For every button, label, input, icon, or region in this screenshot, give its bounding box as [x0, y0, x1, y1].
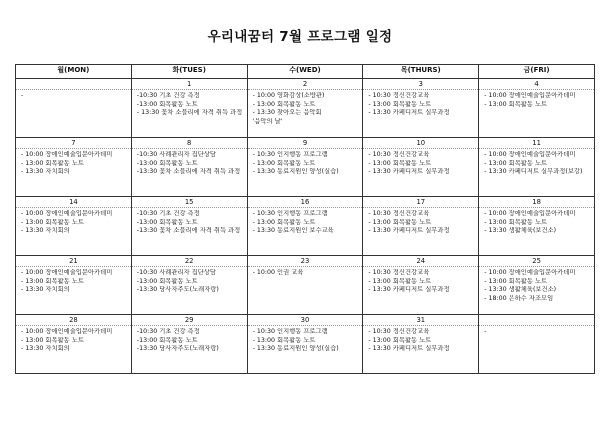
weekday-header: 목(THURS): [363, 65, 479, 79]
weekday-header: 수(WED): [247, 65, 363, 79]
day-cell: [363, 315, 479, 374]
schedule-item: - 10:30 정신건강교육: [368, 269, 430, 276]
weekday-header-row: [16, 65, 595, 79]
schedule-list: [248, 92, 363, 126]
day-number: 17: [363, 197, 478, 208]
schedule-list: [132, 269, 247, 295]
schedule-item: - 13:00 회복활동 노트: [368, 336, 432, 344]
day-number: 24: [363, 256, 478, 267]
day-cell: [479, 79, 595, 138]
schedule-item: - 10:00 장애인예술입문아카데미: [484, 151, 576, 158]
schedule-list: [363, 151, 478, 177]
schedule-item: -13:30 꽃차 소믈리에 자격 취득 과정: [136, 168, 241, 176]
schedule-item: -13:00 회복활동 노트: [136, 277, 198, 285]
schedule-item: -: [484, 328, 487, 335]
schedule-list: [479, 151, 594, 177]
weekday-header: 화(TUES): [131, 65, 247, 79]
schedule-item: - 10:30 정신건강교육: [368, 92, 430, 99]
schedule-item: - 13:00 회복활동 노트: [252, 336, 316, 344]
day-cell: [479, 315, 595, 374]
schedule-item: - 13:00 회복활동 노트: [252, 218, 316, 226]
day-cell: [363, 79, 479, 138]
schedule-item: -10:30 기초 건강 측정: [136, 210, 200, 217]
schedule-item: - 10:30 정신건강교육: [368, 328, 430, 335]
schedule-list: [363, 269, 478, 295]
schedule-item: -10:30 사례관리자 집단상담: [136, 269, 216, 276]
schedule-item: -13:30 꽃차 소믈리에 자격 취득 과정: [136, 227, 241, 235]
day-number: 23: [248, 256, 363, 267]
day-number: 31: [363, 315, 478, 326]
weekday-header: 월(MON): [16, 65, 132, 79]
schedule-item: - 10:00 장애인예술입문아카데미: [21, 269, 113, 276]
schedule-item: -13:00 회복활동 노트: [136, 218, 198, 226]
calendar-table: [15, 64, 595, 374]
schedule-item: - 10:00 장애인예술입문아카데미: [484, 92, 576, 99]
day-number: 15: [132, 197, 247, 208]
day-number: [16, 79, 131, 90]
day-number: 22: [132, 256, 247, 267]
schedule-item: - 10:30 인지행동 프로그램: [252, 210, 328, 217]
day-number: 3: [363, 79, 478, 90]
day-number: 14: [16, 197, 131, 208]
day-cell: [479, 256, 595, 315]
day-cell: [363, 138, 479, 197]
schedule-item: - 10:30 인지행동 프로그램: [252, 151, 328, 158]
schedule-item: - 10:30 정신건강교육: [368, 210, 430, 217]
schedule-list: [363, 210, 478, 236]
schedule-item: - 10:00 장애인예술입문아카데미: [21, 151, 113, 158]
schedule-list: [16, 210, 131, 236]
week-row: [16, 256, 595, 315]
schedule-item: - 13:00 회복활동 노트: [484, 218, 548, 226]
schedule-item: - 13:30 카페디저트 실무과정(보강): [484, 168, 583, 176]
day-cell: [247, 79, 363, 138]
day-number: 7: [16, 138, 131, 149]
schedule-item: - 13:00 회복활동 노트: [252, 100, 316, 108]
schedule-item: - 10:00 장애인예술입문아카데미: [484, 210, 576, 217]
schedule-list: [248, 269, 363, 278]
schedule-item: -13:30 당사자주도(노래자랑): [136, 286, 219, 294]
day-cell: [131, 79, 247, 138]
schedule-list: [479, 269, 594, 303]
day-number: 2: [248, 79, 363, 90]
schedule-item: - 13:30 카페디저트 실무과정: [368, 345, 450, 353]
schedule-list: [248, 151, 363, 177]
schedule-item: - 13:30 자치회의: [21, 345, 70, 353]
day-number: 29: [132, 315, 247, 326]
schedule-item: - 13:00 회복활동 노트: [368, 277, 432, 285]
schedule-item: -: [21, 92, 24, 99]
schedule-list: [363, 92, 478, 118]
weekday-header: 금(FRI): [479, 65, 595, 79]
day-number: 4: [479, 79, 594, 90]
schedule-item: -10:30 기초 건강 측정: [136, 92, 200, 99]
day-number: 11: [479, 138, 594, 149]
schedule-item: - 10:00 장애인예술입문아카데미: [21, 328, 113, 335]
schedule-item: - 13:00 회복활동 노트: [484, 100, 548, 108]
schedule-item: -13:00 회복활동 노트: [136, 100, 198, 108]
day-number: 30: [248, 315, 363, 326]
day-number: 25: [479, 256, 594, 267]
day-cell: [247, 138, 363, 197]
day-number: 9: [248, 138, 363, 149]
day-cell: [131, 256, 247, 315]
schedule-item: - 10:00 영화감상(소방관): [252, 92, 325, 99]
day-number: [479, 315, 594, 326]
schedule-item: - 13:30 생활체육(보건소): [484, 286, 557, 294]
schedule-list: [16, 328, 131, 354]
day-cell: [16, 197, 132, 256]
schedule-item: - 13:00 회복활동 노트: [484, 277, 548, 285]
schedule-item: - 13:30 자치회의: [21, 168, 70, 176]
day-cell: [363, 256, 479, 315]
schedule-item: - 10:00 인권 교육: [252, 269, 304, 276]
day-cell: [247, 197, 363, 256]
schedule-item: - 13:00 회복활동 노트: [252, 159, 316, 167]
schedule-list: [479, 328, 594, 337]
week-row: [16, 315, 595, 374]
day-cell: [16, 315, 132, 374]
day-cell: [131, 197, 247, 256]
calendar-body: [16, 79, 595, 374]
day-cell: [16, 79, 132, 138]
schedule-list: [132, 210, 247, 236]
day-cell: [131, 138, 247, 197]
day-number: 18: [479, 197, 594, 208]
schedule-item: '음악의 날': [252, 117, 283, 125]
day-number: 28: [16, 315, 131, 326]
schedule-list: [132, 151, 247, 177]
page-title: 우리내꿈터 7월 프로그램 일정: [207, 29, 393, 45]
schedule-item: -13:30 당사자주도(노래자랑): [136, 345, 219, 353]
schedule-item: - 13:00 회복활동 노트: [484, 159, 548, 167]
schedule-item: - 13:00 회복활동 노트: [21, 336, 84, 344]
day-cell: [363, 197, 479, 256]
schedule-item: - 13:30 동료지원인 양성(실습): [252, 168, 339, 176]
schedule-item: -10:30 사례관리자 집단상담: [136, 151, 216, 158]
schedule-item: - 13:00 회복활동 노트: [368, 100, 432, 108]
day-cell: [16, 256, 132, 315]
day-cell: [247, 315, 363, 374]
schedule-item: -13:00 회복활동 노트: [136, 159, 198, 167]
week-row: [16, 79, 595, 138]
schedule-item: - 13:00 회복활동 노트: [21, 277, 84, 285]
schedule-item: - 13:30 카페디저트 실무과정: [368, 109, 450, 117]
day-cell: [131, 315, 247, 374]
schedule-list: [132, 328, 247, 354]
day-cell: [16, 138, 132, 197]
day-number: 10: [363, 138, 478, 149]
schedule-item: - 13:30 자치회의: [21, 227, 70, 235]
schedule-item: -10:30 기초 건강 측정: [136, 328, 200, 335]
schedule-item: - 13:30 꽃차 소믈리에 자격 취득 과정: [136, 109, 243, 117]
week-row: [16, 138, 595, 197]
day-number: 21: [16, 256, 131, 267]
schedule-list: [363, 328, 478, 354]
schedule-list: [479, 92, 594, 109]
schedule-item: - 13:30 동료지원인 양성(실습): [252, 345, 339, 353]
schedule-item: - 13:00 회복활동 노트: [21, 159, 84, 167]
day-cell: [247, 256, 363, 315]
schedule-list: [248, 210, 363, 236]
schedule-item: - 10:30 정신건강교육: [368, 151, 430, 158]
schedule-list: [16, 92, 131, 101]
schedule-item: - 13:30 카페디저트 실무과정: [368, 286, 450, 294]
schedule-item: - 13:30 카페디저트 실무과정: [368, 168, 450, 176]
schedule-item: - 13:30 카페디저트 실무과정: [368, 227, 450, 235]
schedule-item: - 10:00 장애인예술입문아카데미: [21, 210, 113, 217]
schedule-item: - 18:00 은하수 자조모임: [484, 294, 554, 302]
schedule-list: [479, 210, 594, 236]
schedule-item: - 13:30 생활체육(보건소): [484, 227, 557, 235]
week-row: [16, 197, 595, 256]
schedule-item: - 13:00 회복활동 노트: [21, 218, 84, 226]
day-number: 1: [132, 79, 247, 90]
schedule-list: [248, 328, 363, 354]
day-number: 8: [132, 138, 247, 149]
schedule-item: - 10:00 장애인예술입문아카데미: [484, 269, 576, 276]
schedule-item: -13:00 회복활동 노트: [136, 336, 198, 344]
schedule-list: [16, 269, 131, 295]
schedule-item: - 13:30 동료지원인 보수교육: [252, 227, 334, 235]
day-number: 16: [248, 197, 363, 208]
day-cell: [479, 138, 595, 197]
schedule-item: - 13:30 찾아오는 음악회: [252, 109, 322, 117]
schedule-list: [16, 151, 131, 177]
day-cell: [479, 197, 595, 256]
schedule-list: [132, 92, 247, 118]
schedule-item: - 13:30 자치회의: [21, 286, 70, 294]
schedule-item: - 10:30 인지행동 프로그램: [252, 328, 328, 335]
schedule-item: - 13:00 회복활동 노트: [368, 159, 432, 167]
schedule-item: - 13:00 회복활동 노트: [368, 218, 432, 226]
